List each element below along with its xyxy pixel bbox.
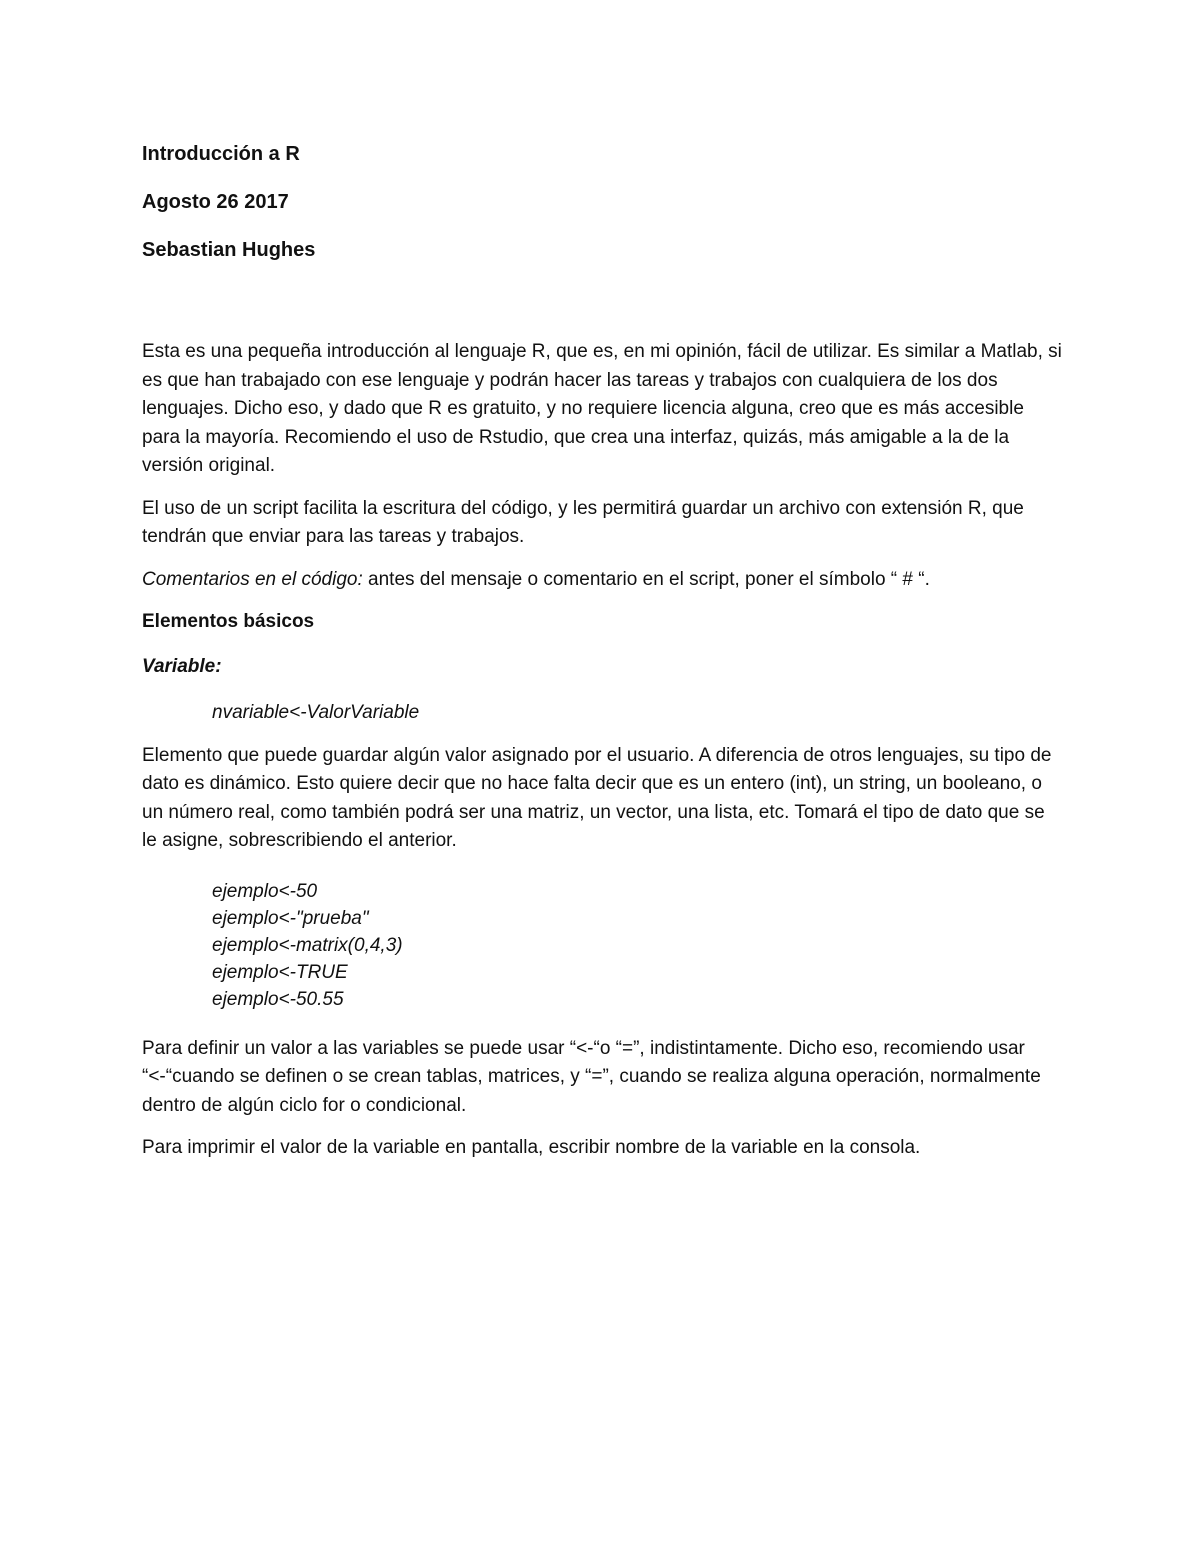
intro-paragraph: Esta es una pequeña introducción al lenguaje R, que es, en mi opinión, fácil de utilizar. Es similar a Matlab, si es que han trabajado con ese lenguaje y podrán hacer las tareas y trabajos con cualquiera de los dos lenguajes. Dicho eso, y dado que R es gratuito, y no requiere licencia alguna, creo que es más accesible para la mayoría. Recomiendo el uso de Rstudio, que crea una interfaz, quizás, más amigable a la de la versión original. — [142, 341, 1062, 476]
code-examples — [212, 878, 1062, 1013]
assignment-paragraph: Para definir un valor a las variables se puede usar “<-“o “=”, indistintamente. Dicho eso, recomiendo usar “<-“cuando se definen o se crean tablas, matrices, y “=”, cuando se realiza alguna operación, normalmente dentro de algún ciclo for o condicional. — [142, 1037, 1041, 1116]
print-paragraph: Para imprimir el valor de la variable en pantalla, escribir nombre de la variable en la consola. — [142, 1137, 921, 1158]
syntax-line: nvariable<-ValorVariable — [212, 702, 420, 723]
code-example-line: ejemplo<-50.55 — [212, 988, 344, 1010]
subsection-heading: Variable: — [142, 655, 222, 677]
variable-description-paragraph: Elemento que puede guardar algún valor asignado por el usuario. A diferencia de otros lenguajes, su tipo de dato es dinámico. Esto quiere decir que no hace falta decir que es un entero (int), un string, un booleano, o un número real, como también podrá ser una matriz, un vector, una lista, etc. Tomará el tipo de dato que se le asigne, sobrescribiendo el anterior. — [142, 744, 1052, 851]
comments-label: Comentarios en el código: — [142, 568, 363, 590]
code-example-line: ejemplo<-50 — [212, 880, 318, 902]
script-paragraph: El uso de un script facilita la escritura del código, y les permitirá guardar un archivo con extensión R, que tendrán que enviar para las tareas y trabajos. — [142, 497, 1024, 547]
document-author: Sebastian Hughes — [142, 239, 316, 261]
section-heading: Elementos básicos — [142, 611, 315, 632]
document-title: Introducción a R — [142, 143, 300, 165]
comments-text: antes del mensaje o comentario en el script, poner el símbolo “ # “. — [362, 568, 930, 590]
comments-paragraph — [142, 566, 1062, 595]
code-example-line: ejemplo<-"prueba" — [212, 907, 369, 929]
code-example-line: ejemplo<-matrix(0,4,3) — [212, 934, 403, 956]
document-date: Agosto 26 2017 — [142, 191, 289, 213]
document-body — [142, 140, 1062, 1163]
code-example-line: ejemplo<-TRUE — [212, 961, 348, 983]
